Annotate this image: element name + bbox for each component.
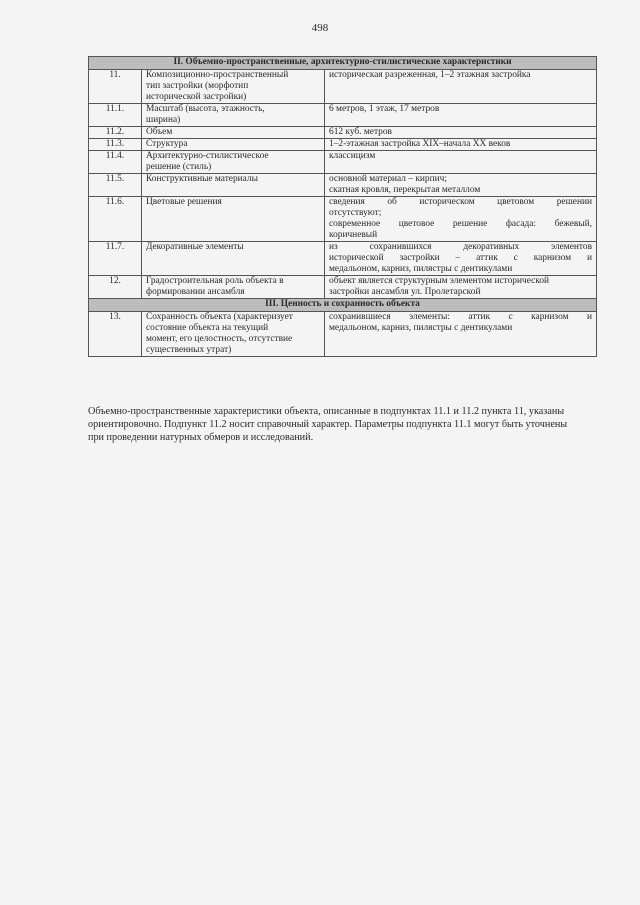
name-line: Конструктивные материалы xyxy=(146,174,258,184)
value-line: коричневый xyxy=(329,230,378,240)
table-row xyxy=(89,312,597,357)
section-3-title: III. Ценность и сохранность объекта xyxy=(89,299,597,312)
value-line: сведения об историческом цветовом решении xyxy=(329,197,592,207)
characteristics-table xyxy=(88,56,597,357)
footnote-paragraph xyxy=(88,405,598,444)
characteristic-name xyxy=(142,276,325,299)
name-line: формировании ансамбля xyxy=(146,287,245,297)
table-row xyxy=(89,151,597,174)
footnote-line: при проведении натурных обмеров и исследований. xyxy=(88,432,314,443)
table-row xyxy=(89,104,597,127)
value-line: 1–2-этажная застройка XIX–начала XX веков xyxy=(329,139,511,149)
value-line: основной материал – кирпич; xyxy=(329,174,447,184)
name-line: ширина) xyxy=(146,115,181,125)
name-line: Цветовые решения xyxy=(146,197,222,207)
characteristic-value xyxy=(325,104,597,127)
name-line: Композиционно-пространственный xyxy=(146,70,289,80)
table-row xyxy=(89,70,597,104)
name-line: существенных утрат) xyxy=(146,345,232,355)
name-line: Архитектурно-стилистическое xyxy=(146,151,269,161)
section-2-title: II. Объемно-пространственные, архитектурно-стилистические характеристики xyxy=(89,57,597,70)
value-line: современное цветовое решение фасада: бежевый, xyxy=(329,219,592,229)
characteristic-name xyxy=(142,197,325,242)
name-line: Объем xyxy=(146,127,173,137)
name-line: Сохранность объекта (характеризует xyxy=(146,312,293,322)
characteristic-name xyxy=(142,242,325,276)
characteristic-value xyxy=(325,139,597,151)
characteristic-name xyxy=(142,104,325,127)
characteristic-value xyxy=(325,312,597,357)
characteristic-value xyxy=(325,70,597,104)
section-header-row xyxy=(89,57,597,70)
value-line: застройки ансамбля ул. Пролетарской xyxy=(329,287,481,297)
footnote-line: ориентировочно. Подпункт 11.2 носит справочный характер. Параметры подпункта 11.1 могут быть уточнены xyxy=(88,419,568,430)
row-number: 11.7. xyxy=(89,242,142,276)
row-number: 13. xyxy=(89,312,142,357)
characteristic-name xyxy=(142,312,325,357)
name-line: Структура xyxy=(146,139,188,149)
footnote-line: Объемно-пространственные характеристики объекта, описанные в подпунктах 11.1 и 11.2 пункта 11, указаны xyxy=(88,406,565,417)
characteristic-value xyxy=(325,174,597,197)
name-line: Градостроительная роль объекта в xyxy=(146,276,284,286)
value-line: скатная кровля, перекрытая металлом xyxy=(329,185,481,195)
value-line: из сохранившихся декоративных элементов xyxy=(329,242,592,252)
value-line: медальоном, карниз, пилястры с дентикулами xyxy=(329,323,513,333)
row-number: 11.4. xyxy=(89,151,142,174)
value-line: сохранившиеся элементы: аттик с карнизом и xyxy=(329,312,592,322)
value-line: исторической застройки – аттик с карнизом и xyxy=(329,253,592,263)
characteristic-name xyxy=(142,127,325,139)
value-line: объект является структурным элементом исторической xyxy=(329,276,550,286)
characteristic-value xyxy=(325,276,597,299)
row-number: 12. xyxy=(89,276,142,299)
row-number: 11.2. xyxy=(89,127,142,139)
name-line: исторической застройки) xyxy=(146,92,247,102)
row-number: 11.6. xyxy=(89,197,142,242)
value-line: 612 куб. метров xyxy=(329,127,392,137)
name-line: Масштаб (высота, этажность, xyxy=(146,104,265,114)
value-line: отсутствуют; xyxy=(329,208,382,218)
section-header-row xyxy=(89,299,597,312)
characteristic-name xyxy=(142,174,325,197)
name-line: тип застройки (морфотип xyxy=(146,81,249,91)
characteristic-value xyxy=(325,197,597,242)
characteristic-name xyxy=(142,151,325,174)
value-line: классицизм xyxy=(329,151,376,161)
name-line: Декоративные элементы xyxy=(146,242,244,252)
table-row xyxy=(89,242,597,276)
table-row xyxy=(89,197,597,242)
row-number: 11.3. xyxy=(89,139,142,151)
table-row xyxy=(89,174,597,197)
characteristic-value xyxy=(325,151,597,174)
characteristic-value xyxy=(325,127,597,139)
row-number: 11. xyxy=(89,70,142,104)
name-line: момент, его целостность, отсутствие xyxy=(146,334,293,344)
row-number: 11.5. xyxy=(89,174,142,197)
characteristic-name xyxy=(142,139,325,151)
characteristic-value xyxy=(325,242,597,276)
table-row xyxy=(89,276,597,299)
name-line: состояние объекта на текущий xyxy=(146,323,269,333)
value-line: медальоном, карниз, пилястры с дентикулами xyxy=(329,264,513,274)
page-number: 498 xyxy=(311,22,329,34)
table-row xyxy=(89,139,597,151)
value-line: историческая разреженная, 1–2 этажная застройка xyxy=(329,70,531,80)
characteristic-name xyxy=(142,70,325,104)
name-line: решение (стиль) xyxy=(146,162,212,172)
value-line: 6 метров, 1 этаж, 17 метров xyxy=(329,104,440,114)
table-row xyxy=(89,127,597,139)
row-number: 11.1. xyxy=(89,104,142,127)
